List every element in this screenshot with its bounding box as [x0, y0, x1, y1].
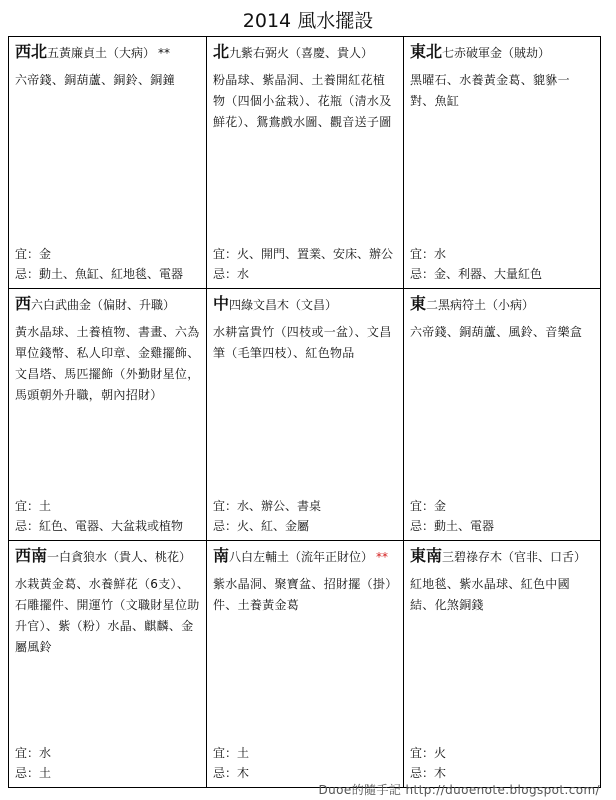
star-label: 四綠文昌木	[229, 298, 290, 312]
priority-mark: **	[158, 46, 171, 60]
placement-items: 六帝錢、銅葫蘆、風鈴、音樂盒	[410, 325, 583, 339]
direction-label: 西北	[15, 42, 48, 61]
star-note: （貴人、桃花）	[107, 550, 192, 564]
direction-label: 中	[213, 294, 230, 313]
cell-footer	[410, 743, 596, 783]
cell-footer	[213, 743, 399, 783]
placement-items: 黑曜石、水養黃金葛、貔貅一對、魚缸	[410, 73, 570, 108]
avoid-text: 忌：動土、魚缸、紅地毯、電器	[15, 267, 184, 281]
star-note: （賊劫）	[502, 46, 551, 60]
star-note: （大病）	[107, 46, 156, 60]
star-note: （文昌）	[289, 298, 338, 312]
direction-label: 南	[213, 546, 230, 565]
avoid-text: 忌：木	[410, 766, 447, 780]
cell-footer	[213, 244, 399, 284]
cell-header	[410, 43, 594, 62]
avoid-text: 忌：動土、電器	[410, 519, 495, 533]
cell-north	[207, 37, 404, 289]
placement-items: 六帝錢、銅葫蘆、銅鈴、銅鐘	[15, 73, 175, 87]
avoid-text: 忌：金、利器、大量紅色	[410, 267, 543, 281]
avoid-text: 忌：土	[15, 766, 52, 780]
cell-footer	[15, 244, 202, 284]
cell-center	[207, 289, 404, 541]
cell-header	[15, 295, 200, 314]
cell-footer	[410, 496, 596, 536]
direction-label: 北	[213, 42, 230, 61]
priority-mark: **	[376, 550, 389, 564]
avoid-text: 忌：火、紅、金屬	[213, 519, 310, 533]
star-label: 六白武曲金	[31, 298, 92, 312]
cell-header	[15, 43, 200, 62]
star-label: 一白貪狼水	[47, 550, 108, 564]
suitable-text: 宜：土	[15, 499, 52, 513]
star-note: （官非、口舌）	[502, 550, 587, 564]
placement-items: 黃水晶球、土養植物、書畫、六為單位錢幣、私人印章、金雞擺飾、文昌塔、馬匹擺飾（外勤財星位，馬頭朝外升職，朝內招財）	[15, 325, 200, 402]
cell-header	[213, 43, 397, 62]
blog-watermark: Duoe的隨手記 http://duoenote.blogspot.com/	[318, 783, 600, 797]
cell-header	[213, 547, 397, 566]
suitable-text: 宜：火、開門、置業、安床、辦公	[213, 247, 394, 261]
avoid-text: 忌：木	[213, 766, 250, 780]
cell-west	[9, 289, 207, 541]
suitable-text: 宜：火	[410, 746, 447, 760]
direction-label: 西	[15, 294, 32, 313]
placement-items: 水耕富貴竹（四枝或一盆）、文昌筆（毛筆四枝）、紅色物品	[213, 325, 392, 360]
avoid-text: 忌：紅色、電器、大盆栽或植物	[15, 519, 184, 533]
star-note: （流年正財位）	[289, 550, 374, 564]
direction-label: 西南	[15, 546, 48, 565]
placement-items: 粉晶球、紫晶洞、土養開紅花植物（四個小盆栽）、花瓶（清水及鮮花）、鴛鴦戲水圖、觀音送子圖	[213, 73, 392, 129]
placement-items: 紫水晶洞、聚寶盆、招財擺（掛）件、土養黃金葛	[213, 577, 392, 612]
cell-east	[404, 289, 600, 541]
page-title: 2014 風水擺設	[242, 10, 374, 32]
suitable-text: 宜：土	[213, 746, 250, 760]
star-label: 二黑病符土	[426, 298, 487, 312]
suitable-text: 宜：水	[15, 746, 52, 760]
direction-label: 東北	[410, 42, 443, 61]
star-label: 五黃廉貞土	[47, 46, 108, 60]
cell-footer	[410, 244, 596, 284]
placement-items: 水栽黃金葛、水養鮮花（6支）、石雕擺件、開運竹（文職財星位助升官）、紫（粉）水晶、麒麟、金屬風鈴	[15, 577, 200, 654]
suitable-text: 宜：金	[15, 247, 52, 261]
avoid-text: 忌：水	[213, 267, 250, 281]
cell-northwest	[9, 37, 207, 289]
suitable-text: 宜：水、辦公、書桌	[213, 499, 322, 513]
star-label: 七赤破軍金	[442, 46, 503, 60]
cell-header	[213, 295, 397, 314]
cell-footer	[15, 496, 202, 536]
cell-footer	[213, 496, 399, 536]
direction-label: 東	[410, 294, 427, 313]
cell-footer	[15, 743, 202, 783]
star-label: 九紫右弼火	[229, 46, 290, 60]
cell-header	[410, 547, 594, 566]
cell-southwest	[9, 541, 207, 787]
star-note: （小病）	[486, 298, 535, 312]
star-label: 三碧祿存木	[442, 550, 503, 564]
cell-header	[15, 547, 200, 566]
cell-header	[410, 295, 594, 314]
cell-northeast	[404, 37, 600, 289]
star-note: （偏財、升職）	[91, 298, 176, 312]
cell-south	[207, 541, 404, 787]
suitable-text: 宜：金	[410, 499, 447, 513]
cell-southeast	[404, 541, 600, 787]
star-label: 八白左輔土	[229, 550, 290, 564]
feng-shui-grid	[8, 36, 601, 788]
star-note: （喜慶、貴人）	[289, 46, 374, 60]
placement-items: 紅地毯、紫水晶球、紅色中國結、化煞銅錢	[410, 577, 570, 612]
suitable-text: 宜：水	[410, 247, 447, 261]
direction-label: 東南	[410, 546, 443, 565]
